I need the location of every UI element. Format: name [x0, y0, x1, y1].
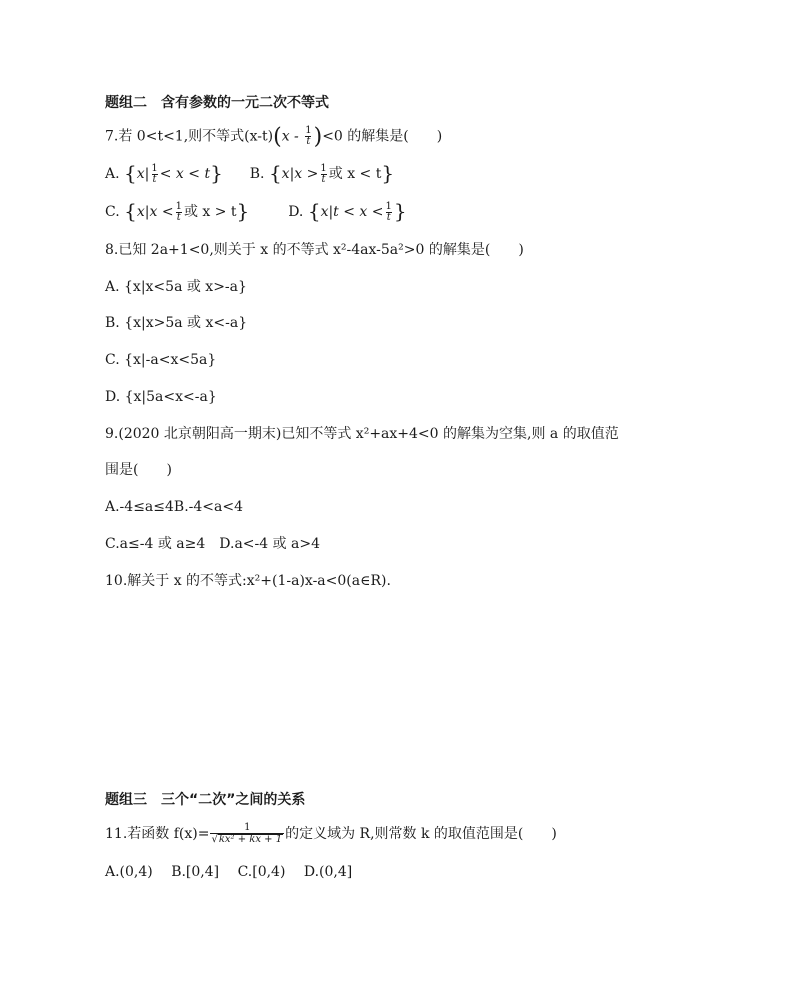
left-paren: (: [273, 124, 282, 150]
q7-d-pre: x|t < x <: [320, 204, 384, 220]
frac-den: t: [386, 211, 391, 223]
q7-a-post: < x < t: [159, 166, 211, 182]
q8-option-d: D. {x|5a<x<-a}: [105, 389, 217, 405]
right-brace: }: [236, 199, 250, 223]
q7-b-post: 或 x < t: [328, 166, 382, 182]
q7-fraction: [304, 126, 312, 147]
q7-stem: [105, 126, 442, 148]
sqrt-radicand: kx² + kx + 1: [218, 834, 283, 845]
left-brace: {: [124, 161, 137, 185]
q7-c-label: C.: [105, 204, 120, 220]
right-brace: }: [381, 161, 395, 185]
q8-option-a: A. {x|x<5a 或 x>-a}: [105, 279, 247, 295]
q11-options: A.(0,4) B.[0,4] C.[0,4) D.(0,4]: [105, 864, 353, 880]
q7-b-label: B.: [249, 166, 265, 182]
left-brace: {: [124, 199, 137, 223]
q7-stem-post: <0 的解集是( ): [322, 128, 443, 145]
frac-num: 1: [244, 822, 251, 833]
frac-num: 1: [385, 200, 392, 212]
right-brace: }: [393, 199, 407, 223]
frac-den: t: [176, 211, 181, 223]
q7-a-label: A.: [105, 166, 120, 182]
section-heading-2: 题组二 含有参数的一元二次不等式: [105, 95, 329, 111]
q7-options-cd: [105, 201, 407, 223]
q11-stem-post: 的定义域为 R,则常数 k 的取值范围是( ): [285, 826, 557, 842]
q11-stem: [105, 823, 557, 845]
q7-a-pre: x|: [136, 166, 150, 182]
left-brace: {: [307, 199, 321, 223]
frac-den: √kx² + kx + 1: [211, 834, 283, 845]
frac-den: t: [306, 136, 311, 147]
q7-c-pre: x|x <: [136, 204, 174, 220]
q9-stem-line2: 围是( ): [105, 462, 172, 478]
q11-stem-pre: 11.若函数 f(x)=: [105, 826, 210, 842]
frac-num: 1: [320, 162, 327, 174]
left-brace: {: [268, 161, 282, 185]
q7-d-fraction: [385, 202, 393, 223]
q7-stem-pre: 7.若 0<t<1,则不等式(x-t): [105, 128, 274, 145]
q8-option-b: B. {x|x>5a 或 x<-a}: [105, 315, 248, 331]
q9-options-ab: A.-4≤a≤4B.-4<a<4: [105, 499, 244, 515]
frac-den: t: [321, 173, 326, 185]
q10-stem: 10.解关于 x 的不等式:x²+(1-a)x-a<0(a∈R).: [105, 573, 391, 589]
frac-num: 1: [175, 200, 182, 212]
q7-inner-pre: x -: [281, 128, 304, 145]
frac-den: t: [152, 173, 157, 185]
q8-stem: 8.已知 2a+1<0,则关于 x 的不等式 x²-4ax-5a²>0 的解集是( ): [105, 242, 524, 258]
q7-options-ab: [105, 163, 394, 185]
section-heading-3: 题组三 三个“二次”之间的关系: [105, 792, 306, 808]
q7-a-fraction: [150, 164, 158, 185]
frac-num: 1: [305, 125, 312, 136]
q7-b-fraction: [319, 164, 327, 185]
q9-options-cd: C.a≤-4 或 a≥4 D.a<-4 或 a>4: [105, 536, 321, 552]
q7-c-post: 或 x > t: [183, 204, 237, 220]
frac-num: 1: [151, 162, 158, 174]
right-paren: ): [313, 124, 323, 150]
q8-option-c: C. {x|-a<x<5a}: [105, 352, 217, 368]
q9-stem-line1: 9.(2020 北京朝阳高一期末)已知不等式 x²+ax+4<0 的解集为空集,则 a 的取值范: [105, 426, 619, 442]
q7-d-label: D.: [288, 204, 304, 220]
q11-fraction: [210, 823, 284, 845]
q7-b-pre: x|x >: [281, 166, 319, 182]
q7-c-fraction: [175, 202, 183, 223]
right-brace: }: [210, 161, 223, 185]
